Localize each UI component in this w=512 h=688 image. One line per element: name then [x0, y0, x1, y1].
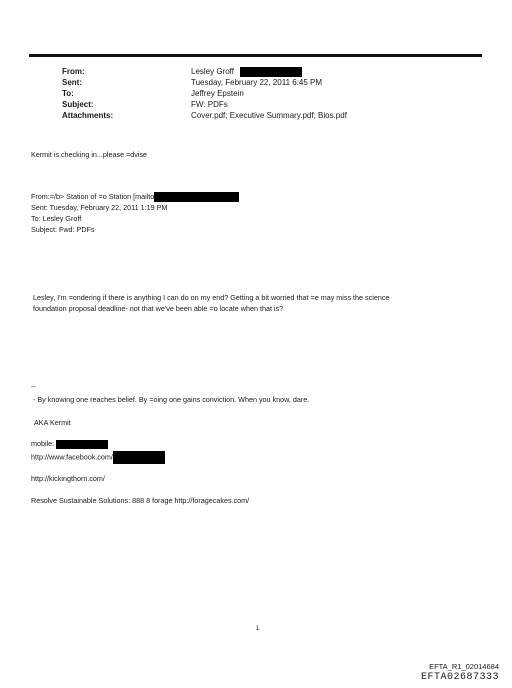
attachments-label: Attachments:: [62, 111, 114, 120]
redaction-box: [240, 67, 302, 77]
from-value: Lesley Groff: [191, 66, 302, 77]
subject-label: Subject:: [62, 100, 94, 109]
signature-facebook: [31, 451, 165, 464]
body-line-kermit: Kermit is checking in...please =dvise: [31, 150, 148, 159]
sent-label: Sent:: [62, 78, 82, 87]
to-value: Jeffrey Epstein: [191, 89, 244, 98]
footer-code-1: EFTA_R1_02014684: [429, 662, 499, 671]
redaction-box: [113, 451, 165, 464]
signature-mobile: mobile:: [31, 439, 108, 449]
attachments-value: Cover.pdf; Executive Summary.pdf; Bios.pdf: [191, 111, 347, 120]
header-rule: [29, 54, 482, 57]
redaction-box: [56, 440, 108, 449]
signature-kickingthorn[interactable]: http://kickingthorn.com/: [31, 474, 105, 483]
fwd-subject-line: Subject: Fwd: PDFs: [31, 225, 95, 234]
sent-value: Tuesday, February 22, 2011 6:45 PM: [191, 78, 323, 87]
redaction-box: [154, 192, 239, 202]
fwd-to-line: To: Lesley Groff: [31, 214, 82, 223]
from-label: From:: [62, 67, 85, 76]
fwd-from-line: From:=/b> Station of =o Station [mailto: [31, 192, 239, 202]
message-line-1: Lesley, I'm =ondering if there is anything I can do on my end? Getting a bit worried that =e may miss the science: [33, 293, 390, 302]
signature-quote: - By knowing one reaches belief. By =oing one gains conviction. When you know, dare.: [33, 395, 310, 404]
signature-resolve: Resolve Sustainable Solutions: 888 8 forage http://foragecakes.com/: [31, 496, 250, 505]
facebook-link[interactable]: http://www.facebook.com/: [31, 452, 113, 462]
message-line-2: foundation proposal deadline- not that we've been able =o locate when that is?: [33, 304, 284, 313]
footer-code-2: EFTA02687333: [420, 672, 499, 683]
subject-value: FW: PDFs: [191, 100, 228, 109]
signature-separator: --: [31, 382, 36, 391]
fwd-sent-line: Sent: Tuesday, February 22, 2011 1:19 PM: [31, 203, 168, 212]
to-label: To:: [62, 89, 74, 98]
signature-aka: AKA Kermit: [34, 418, 71, 427]
page-number: 1: [256, 626, 260, 632]
